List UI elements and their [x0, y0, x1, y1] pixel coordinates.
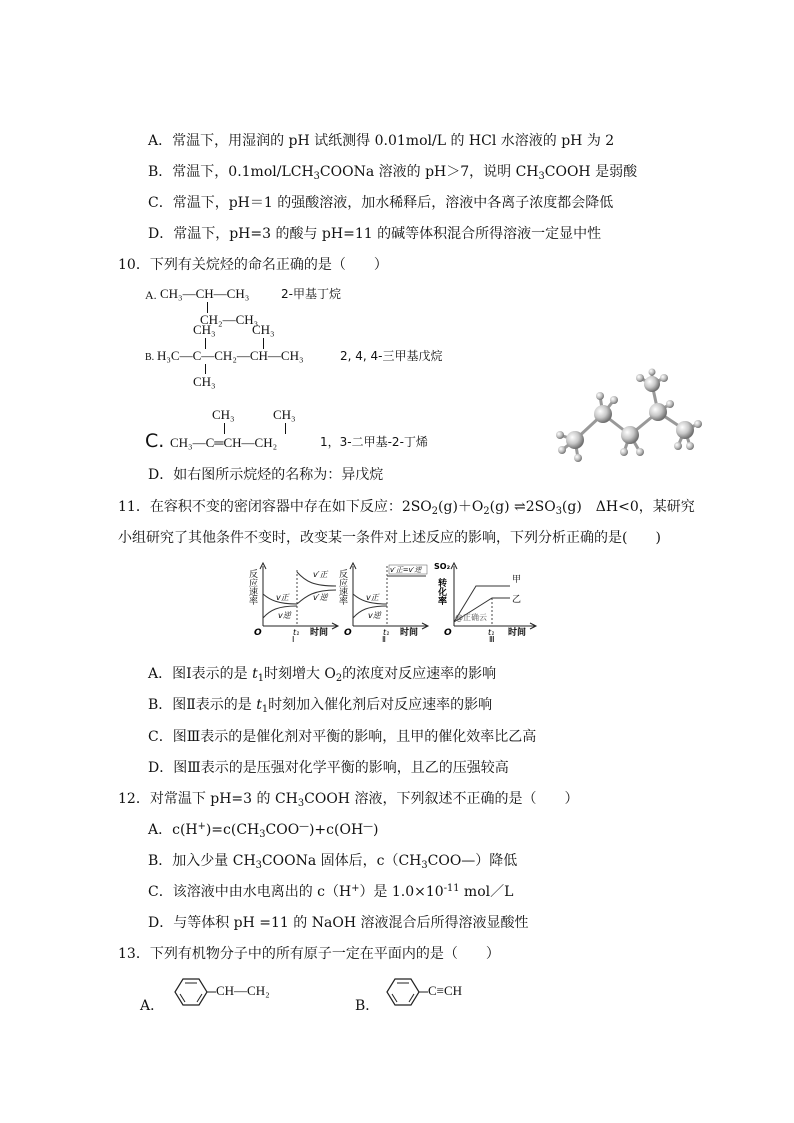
- q10-a-name: 2-甲基丁烷: [281, 287, 341, 301]
- q11-option-a: A．图Ⅰ表示的是 $t_1$时刻增大 $O_2$的浓度对反应速率的影响: [148, 666, 497, 684]
- q9-option-a: A．常温下，用湿润的 pH 试纸测得 0.01mol/L 的 HCl 水溶液的 pH 为 2: [148, 133, 615, 149]
- fig2-v-reverse: v逆: [368, 611, 381, 620]
- fig3-x-label: 时间: [508, 628, 527, 638]
- q10-c-top-methyl-2: CH₃: [273, 407, 296, 422]
- fig2-y-label: 反应速率: [337, 569, 347, 605]
- q12-option-d: D．与等体积 pH =11 的 NaOH 溶液混合后所得溶液显酸性: [148, 915, 529, 931]
- q11-option-b: B．图Ⅱ表示的是 $t_1$时刻加入催化剂后对反应速率的影响: [148, 697, 493, 715]
- q10-c-letter: C.: [145, 430, 165, 452]
- figure-1-rate-time: [247, 560, 342, 644]
- q11-option-d: D．图Ⅲ表示的是压强对化学平衡的影响，且乙的压强较高: [148, 760, 509, 776]
- q13-option-b-letter: B．: [355, 998, 380, 1014]
- figure-2-rate-time: [337, 560, 432, 644]
- q12-option-b: B．加入少量 $CH_3COONa$ 固体后，$c(CH_3COO—)$降低: [148, 853, 518, 871]
- q11-option-c: C．图Ⅲ表示的是催化剂对平衡的影响，且甲的催化效率比乙高: [148, 729, 537, 745]
- q10-option-d: D．如右图所示烷烃的名称为：异戊烷: [148, 467, 384, 483]
- fig1-t1: t₁: [293, 628, 300, 637]
- q9-option-b: B．常温下，$0.1mol/LCH_3COONa$ 溶液的 pH＞7，说明 $CH_3COOH$ 是弱酸: [148, 164, 638, 182]
- fig3-roman: Ⅲ: [489, 635, 495, 644]
- q11-stem-line1: 11．在容积不变的密闭容器中存在如下反应：$2SO_2(g)+O_2(g)$ $\rightleftharpoons 2SO_3(g)$ ΔH<0，某研究: [118, 499, 695, 517]
- fig3-series-jia: 甲: [512, 575, 522, 585]
- fig3-y-label-so2: SO₂: [434, 562, 451, 571]
- q10-b-bond-3: [205, 364, 206, 374]
- benzene-ring-icon: [378, 975, 428, 1009]
- fig3-watermark: @正确云: [455, 613, 487, 622]
- q12-stem: 12．对常温下 pH=3 的 $CH_3COOH$ 溶液，下列叙述不正确的是（ ）: [118, 791, 579, 809]
- fig3-y-label-conversion: 转化率: [436, 578, 446, 605]
- q10-b-top-methyl-1: CH₃: [193, 322, 216, 337]
- q10-b-letter: B.: [145, 352, 155, 363]
- q10-c-bond-1: [224, 423, 225, 434]
- q10-b-top-methyl-2: CH₃: [252, 322, 275, 337]
- fig1-v-reverse: v逆: [278, 611, 291, 620]
- q13-option-a-group: CH—CH₂: [216, 983, 270, 998]
- fig2-roman: Ⅱ: [382, 635, 386, 644]
- fig1-y-label: 反应速率: [247, 569, 257, 605]
- fig2-v-prime-equal: v′正=v′逆: [390, 566, 422, 574]
- fig2-t1: t₁: [383, 628, 390, 637]
- q10-a-letter: A.: [145, 288, 157, 302]
- figure-3-conversion-time: [432, 560, 542, 642]
- q9-option-c: C．常温下，pH＝1 的强酸溶液，加水稀释后，溶液中各离子浓度都会降低: [148, 195, 614, 211]
- fig2-origin: O: [344, 628, 352, 638]
- q10-a-main-chain: CH₃—CH—CH₃: [160, 286, 250, 301]
- q10-a-branch: CH₂—CH₃: [200, 312, 259, 327]
- q12-option-c: C．该溶液中由水电离出的 c（H+）是 $1.0\times 10^{-11}$ mol／L: [148, 883, 514, 900]
- fig3-origin: O: [444, 628, 452, 638]
- q13-stem: 13．下列有机物分子中的所有原子一定在平面内的是（ ）: [118, 946, 500, 962]
- fig1-v-prime-reverse: v′逆: [313, 593, 328, 602]
- q10-b-main-chain: H₃C—C—CH₂—CH—CH₃: [157, 348, 304, 363]
- q10-stem: 10．下列有关烷烃的命名正确的是（ ）: [118, 257, 388, 273]
- fig1-origin: O: [254, 628, 262, 638]
- fig1-v-prime-forward: v′正: [313, 570, 328, 579]
- q9-option-d: D．常温下，pH=3 的酸与 pH=11 的碱等体积混合所得溶液一定显中性: [148, 226, 602, 242]
- fig2-v-forward: v正: [366, 593, 379, 602]
- q10-b-bottom-methyl: CH₃: [193, 374, 216, 389]
- q10-c-bond-2: [285, 423, 286, 434]
- fig3-series-yi: 乙: [512, 595, 522, 605]
- q10-c-top-methyl-1: CH₃: [212, 407, 235, 422]
- alkane-ball-stick-model: [540, 370, 710, 470]
- q13-option-a-letter: A．: [140, 998, 165, 1014]
- q11-stem-line2: 小组研究了其他条件不变时，改变某一条件对上述反应的影响，下列分析正确的是( ): [118, 530, 661, 546]
- q10-b-name: 2, 4, 4-三甲基戊烷: [340, 349, 443, 363]
- q13-option-b-group: C≡CH: [428, 983, 463, 998]
- fig1-v-forward: v正: [276, 593, 289, 602]
- fig1-x-label: 时间: [310, 628, 329, 638]
- fig1-roman: Ⅰ: [292, 635, 295, 644]
- fig3-t1: t₁: [488, 628, 495, 637]
- q10-c-main-chain: CH₃—C═CH—CH₂: [170, 435, 278, 450]
- benzene-ring-icon: [166, 975, 216, 1009]
- q12-option-a: A．$c(H^+)=c(CH_3COO^—)+c(OH^—)$: [148, 821, 379, 840]
- q10-c-name: 1，3-二甲基-2-丁烯: [320, 435, 428, 449]
- fig2-x-label: 时间: [400, 628, 419, 638]
